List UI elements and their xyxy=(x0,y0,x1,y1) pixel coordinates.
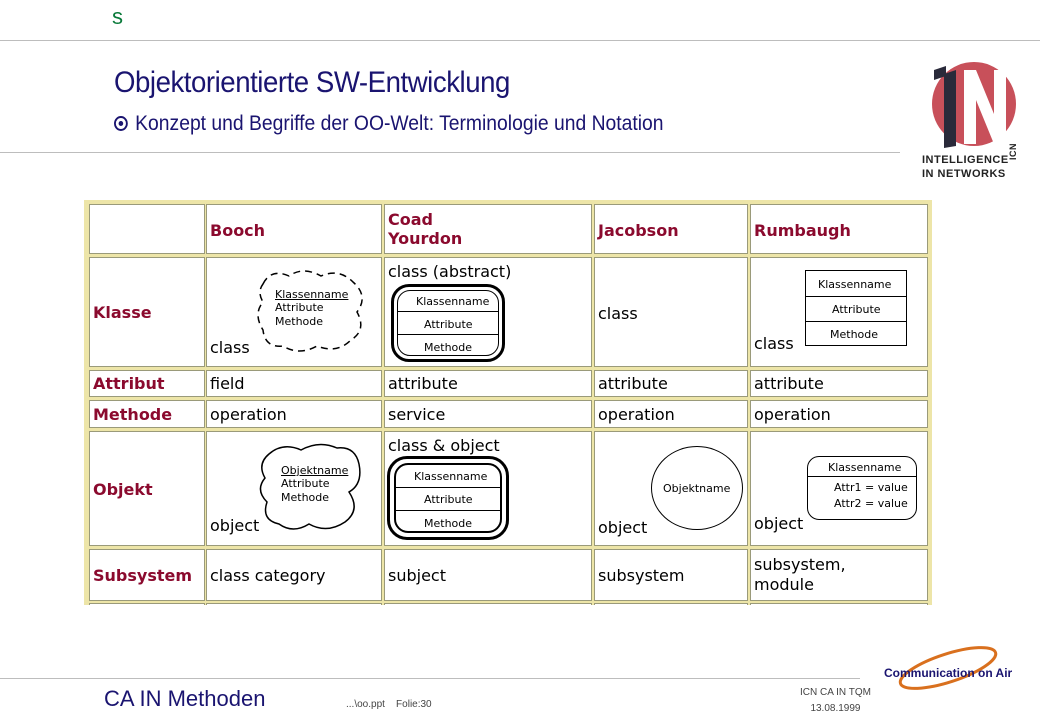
subsystem-rumbaugh-text-2: module xyxy=(754,575,814,594)
header-empty-cell xyxy=(89,204,205,254)
booch-class-name: Klassenname xyxy=(275,288,349,301)
header-jacobson-text: Jacobson xyxy=(598,221,679,240)
subsystem-rumbaugh-cell xyxy=(750,549,928,601)
footer-divider xyxy=(0,678,860,679)
rumbaugh-object-attr2: Attr2 = value xyxy=(834,497,908,510)
rumbaugh-class-divider-1 xyxy=(806,296,906,297)
methode-jacobson-cell xyxy=(594,400,748,428)
row-klasse-label xyxy=(89,257,205,367)
notation-table xyxy=(84,200,932,605)
rumbaugh-class-name: Klassenname xyxy=(818,278,892,291)
header-coad-text: Coad xyxy=(388,210,433,229)
communication-on-air-logo xyxy=(868,642,1028,698)
rumbaugh-object-name: Klassenname xyxy=(828,461,902,474)
footer-title: CA IN Methoden xyxy=(104,686,266,711)
attribut-jacobson-cell xyxy=(594,370,748,397)
row-cutoff-cell xyxy=(206,603,382,605)
subsystem-booch-cell xyxy=(206,549,382,601)
header-jacobson xyxy=(594,204,748,254)
header-booch-text: Booch xyxy=(210,221,266,240)
logo-side-text: ICN xyxy=(1008,143,1018,160)
klasse-rumbaugh-cell xyxy=(750,257,928,367)
header-booch xyxy=(206,204,382,254)
booch-object-method: Methode xyxy=(281,491,330,504)
objekt-coad-cell xyxy=(384,431,592,546)
coad-class-name: Klassenname xyxy=(416,295,490,308)
objekt-jacobson-text: object xyxy=(598,518,648,537)
row-attribut-label-text: Attribut xyxy=(93,374,165,393)
footer-slide: Folie:30 xyxy=(396,699,432,710)
top-divider xyxy=(0,40,1040,41)
klasse-booch-text: class xyxy=(210,338,250,357)
coad-class-abstract-box xyxy=(391,284,505,362)
footer-file: ...\oo.ppt xyxy=(346,699,385,710)
subsystem-coad-text: subject xyxy=(388,566,446,585)
booch-object-name: Objektname xyxy=(281,464,349,477)
methode-jacobson-text: operation xyxy=(598,405,675,424)
objekt-rumbaugh-text: object xyxy=(754,514,804,533)
row-cutoff-cell xyxy=(89,603,205,605)
row-objekt-label-text: Objekt xyxy=(93,480,153,499)
rumbaugh-class-attr: Attribute xyxy=(832,303,881,316)
icn-logo xyxy=(916,56,1026,186)
booch-class-attr: Attribute xyxy=(275,301,324,314)
coad-class-divider-1 xyxy=(397,311,499,312)
booch-class-method: Methode xyxy=(275,315,324,328)
row-klasse-label-text: Klasse xyxy=(93,303,152,322)
header-yourdon-text: Yourdon xyxy=(388,229,463,248)
attribut-booch-cell xyxy=(206,370,382,397)
methode-booch-cell xyxy=(206,400,382,428)
methode-rumbaugh-text: operation xyxy=(754,405,831,424)
logo-line-2: IN NETWORKS xyxy=(922,168,1006,180)
klasse-coad-cell xyxy=(384,257,592,367)
klasse-booch-cell xyxy=(206,257,382,367)
klasse-rumbaugh-text: class xyxy=(754,334,794,353)
coad-class-divider-2 xyxy=(397,334,499,335)
row-methode-label-text: Methode xyxy=(93,405,173,424)
attribut-rumbaugh-text: attribute xyxy=(754,374,824,393)
row-cutoff-cell xyxy=(384,603,592,605)
attribut-coad-text: attribute xyxy=(388,374,458,393)
coad-class-method: Methode xyxy=(424,341,473,354)
page-title: Objektorientierte SW-Entwicklung xyxy=(114,66,510,99)
top-letter: s xyxy=(112,4,123,29)
objekt-rumbaugh-cell xyxy=(750,431,928,546)
icn-logo-mark-icon xyxy=(916,56,1026,186)
methode-booch-text: operation xyxy=(210,405,287,424)
row-cutoff-cell xyxy=(750,603,928,605)
coad-object-outer-box xyxy=(387,456,509,540)
rumbaugh-class-divider-2 xyxy=(806,321,906,322)
methode-coad-text: service xyxy=(388,405,446,424)
coad-object-divider-1 xyxy=(396,487,500,488)
klasse-coad-text: class (abstract) xyxy=(388,262,512,281)
coad-object-divider-2 xyxy=(396,510,500,511)
header-coad-yourdon xyxy=(384,204,592,254)
klasse-jacobson-text: class xyxy=(598,304,638,323)
footer-meta xyxy=(800,685,871,717)
coad-object-attr: Attribute xyxy=(424,493,473,506)
coad-object-name: Klassenname xyxy=(414,470,488,483)
title-divider xyxy=(0,152,900,153)
attribut-rumbaugh-cell xyxy=(750,370,928,397)
header-rumbaugh-text: Rumbaugh xyxy=(754,221,851,240)
jacobson-object-name: Objektname xyxy=(663,482,731,495)
subtitle-text: Konzept und Begriffe der OO-Welt: Terminologie und Notation xyxy=(135,112,664,135)
booch-object-attr: Attribute xyxy=(281,477,330,490)
coad-object-method: Methode xyxy=(424,517,473,530)
footer-file-info xyxy=(346,699,432,710)
target-bullet-icon xyxy=(114,116,128,131)
subsystem-jacobson-cell xyxy=(594,549,748,601)
objekt-jacobson-cell xyxy=(594,431,748,546)
objekt-coad-text: class & object xyxy=(388,436,500,455)
page-subtitle xyxy=(114,112,664,136)
objekt-booch-cell xyxy=(206,431,382,546)
rumbaugh-object-attr1: Attr1 = value xyxy=(834,481,908,494)
brand-text: Communication on Air xyxy=(884,666,1013,680)
klasse-jacobson-cell xyxy=(594,257,748,367)
subsystem-booch-text: class category xyxy=(210,566,326,585)
attribut-jacobson-text: attribute xyxy=(598,374,668,393)
logo-line-1: INTELLIGENCE xyxy=(922,154,1009,166)
row-subsystem-label xyxy=(89,549,205,601)
rumbaugh-object-box xyxy=(807,456,917,520)
header-rumbaugh xyxy=(750,204,928,254)
rumbaugh-class-box xyxy=(805,270,907,346)
footer-org: ICN CA IN TQM xyxy=(800,687,871,698)
footer-date: 13.08.1999 xyxy=(810,703,861,714)
row-objekt-label xyxy=(89,431,205,546)
subsystem-jacobson-text: subsystem xyxy=(598,566,685,585)
methode-rumbaugh-cell xyxy=(750,400,928,428)
attribut-coad-cell xyxy=(384,370,592,397)
row-methode-label xyxy=(89,400,205,428)
coad-class-attr: Attribute xyxy=(424,318,473,331)
objekt-booch-text: object xyxy=(210,516,260,535)
subsystem-rumbaugh-text-1: subsystem, xyxy=(754,555,846,574)
subsystem-coad-cell xyxy=(384,549,592,601)
attribut-booch-text: field xyxy=(210,374,245,393)
row-subsystem-label-text: Subsystem xyxy=(93,566,193,585)
rumbaugh-class-method: Methode xyxy=(830,328,879,341)
row-cutoff-cell xyxy=(594,603,748,605)
methode-coad-cell xyxy=(384,400,592,428)
row-attribut-label xyxy=(89,370,205,397)
